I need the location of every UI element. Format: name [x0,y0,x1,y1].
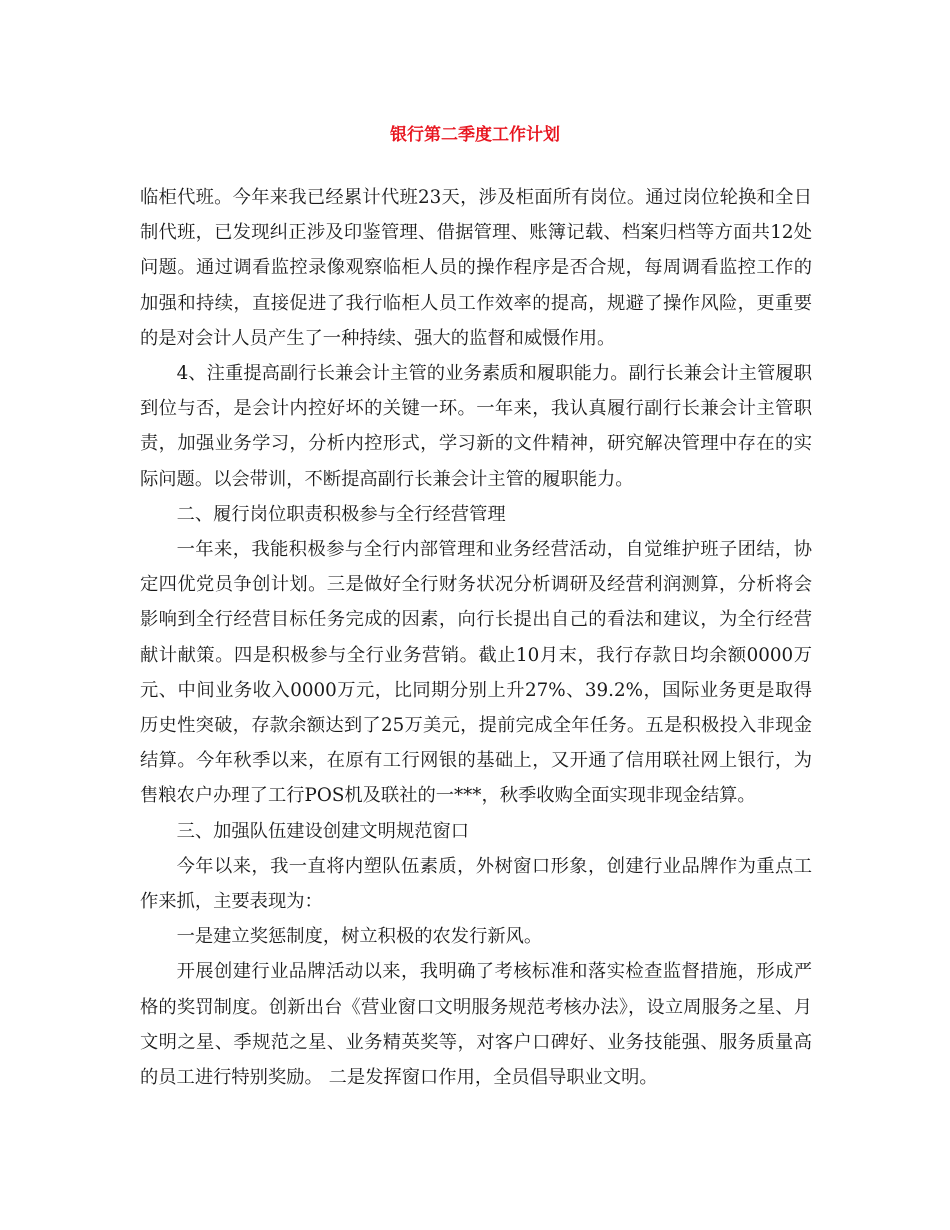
section-heading-team-building: 三、加强队伍建设创建文明规范窗口 [176,820,470,842]
paragraph-brand-activities: 开展创建行业品牌活动以来，我明确了考核标准和落实检查监督措施，形成严格的奖罚制度。创新出台《营业窗口文明服务规范考核办法》，设立周服务之星、月文明之星、季规范之星、业务精英奖等，对客户口碑好、业务技能强、服务质量高的员工进行特别奖励。 二是发挥窗口作用，全员倡导职业文明。 [140,961,812,1089]
paragraph-reward-system: 一是建立奖惩制度，树立积极的农发行新风。 [176,926,543,948]
paragraph-accounting-supervisor: 4、注重提高副行长兼会计主管的业务素质和履职能力。副行长兼会计主管履职到位与否，是会计内控好坏的关键一环。一年来，我认真履行副行长兼会计主管职责，加强业务学习，分析内控形式，学习新的文件精神，研究解决管理中存在的实际问题。以会带训，不断提高副行长兼会计主管的履职能力。 [140,363,812,490]
paragraph-continued-duty-rotation: 临柜代班。今年来我已经累计代班23天，涉及柜面所有岗位。通过岗位轮换和全日制代班，已发现纠正涉及印鉴管理、借据管理、账簿记载、档案归档等方面共12处问题。通过调看监控录像观察临柜人员的操作程序是否合规，每周调看监控工作的加强和持续，直接促进了我行临柜人员工作效率的提高，规避了操作风险，更重要的是对会计人员产生了一种持续、强大的监督和威慑作用。 [140,187,812,349]
document-title: 银行第二季度工作计划 [390,125,560,145]
document-body [140,180,812,1095]
paragraph-business-management: 一年来，我能积极参与全行内部管理和业务经营活动，自觉维护班子团结，协定四优党员争创计划。三是做好全行财务状况分析调研及经营利润测算，分析将会影响到全行经营目标任务完成的因素，向行长提出自己的看法和建议，为全行经营献计献策。四是积极参与全行业务营销。截止10月末，我行存款日均余额0000万元、中间业务收入0000万元，比同期分别上升27%、39.2%，国际业务更是取得历史性突破，存款余额达到了25万美元，提前完成全年任务。五是积极投入非现金结算。今年秋季以来，在原有工行网银的基础上，又开通了信用联社网上银行，为售粮农户办理了工行POS机及联社的一***，秋季收购全面实现非现金结算。 [140,539,812,807]
paragraph-team-building-intro: 今年以来，我一直将内塑队伍素质，外树窗口形象，创建行业品牌作为重点工作来抓，主要表现为： [140,855,812,913]
section-heading-business-management: 二、履行岗位职责积极参与全行经营管理 [176,503,506,525]
